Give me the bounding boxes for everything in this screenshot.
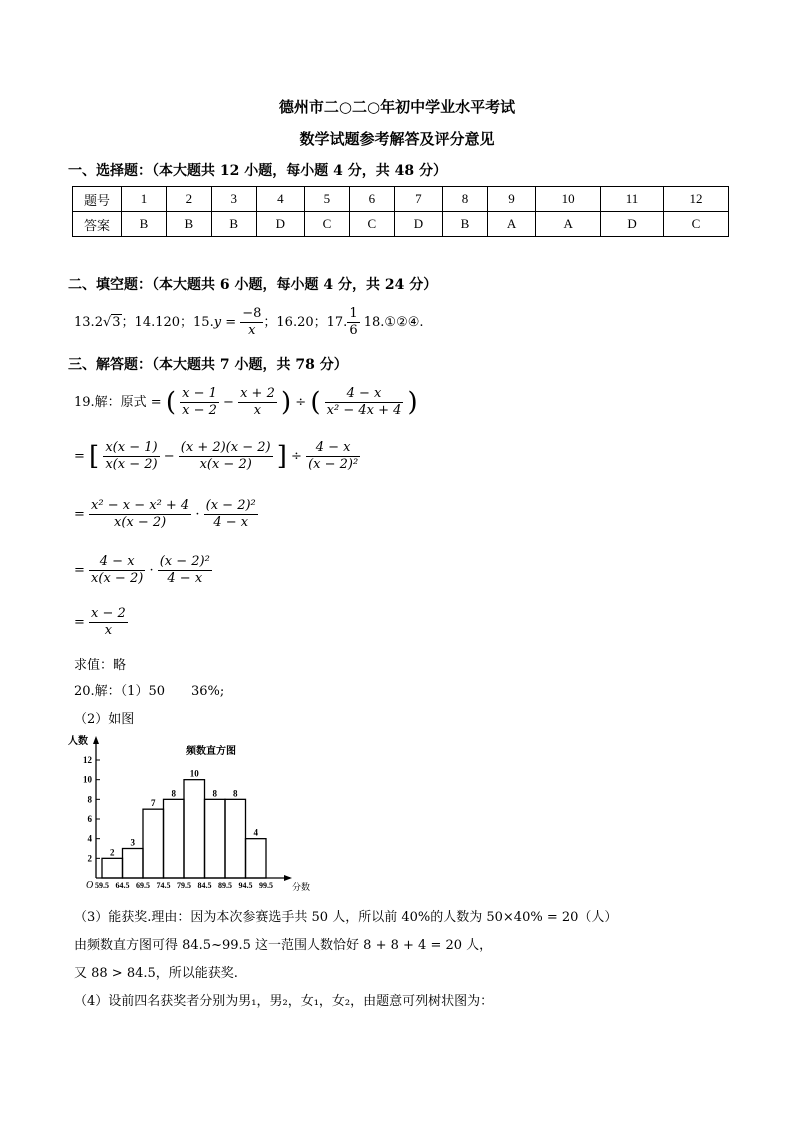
bar-value-label: 8: [171, 788, 176, 799]
answer-table: [72, 186, 729, 237]
q19-step-4: [74, 606, 128, 639]
answer-cell: C: [304, 212, 349, 237]
q20-part1: 20.解：（1）50 36%;: [74, 684, 225, 699]
histogram-title: 频数直方图: [186, 746, 236, 757]
step3-frac-b-num: (x − 2)²: [159, 554, 210, 569]
frequency-histogram: [66, 732, 326, 898]
step1-frac-a: [103, 440, 159, 473]
y-tick-label: 4: [87, 833, 92, 844]
step3-dot: ·: [149, 563, 154, 578]
question-number-cell: 8: [443, 187, 488, 212]
y-tick-label: 2: [87, 853, 92, 864]
question-number-cell: 6: [349, 187, 394, 212]
step2-frac-b: [204, 498, 258, 531]
q19-frac1-num: x − 1: [182, 386, 217, 401]
page-title: 德州市二○二○年初中学业水平考试: [278, 98, 516, 116]
q15-num: −8: [242, 306, 262, 321]
x-tick-label: 74.5: [156, 881, 171, 890]
answer-table-question-row: [73, 187, 729, 212]
x-tick-label: 84.5: [197, 881, 212, 890]
step1-frac-c-den: (x − 2)²: [308, 457, 359, 472]
histogram-x-label: 分数: [292, 882, 311, 892]
q20-part3-c: 又 88 > 84.5，所以能获奖.: [74, 966, 238, 981]
step2-dot: ·: [195, 507, 200, 522]
bar-value-label: 3: [130, 837, 135, 848]
q19-frac3: [325, 386, 404, 419]
q19-step-3: [74, 554, 212, 587]
histogram-bar: [143, 809, 164, 878]
y-tick-label: 12: [83, 755, 92, 765]
step3-frac-a-num: 4 − x: [89, 554, 145, 571]
step3-frac-b-den: 4 − x: [167, 571, 203, 586]
bar-value-label: 8: [212, 788, 217, 799]
step4-den: x: [104, 623, 113, 638]
bar-value-label: 8: [233, 788, 238, 799]
x-tick-label: 94.5: [238, 881, 253, 890]
step1-frac-b-num: (x + 2)(x − 2): [180, 440, 271, 455]
question-number-cell: 11: [601, 187, 664, 212]
q17-den: 6: [349, 323, 358, 338]
histogram-bar: [225, 799, 246, 878]
q19-frac1: [180, 386, 219, 419]
x-tick-label: 69.5: [136, 881, 150, 890]
x-tick-label: 59.5: [95, 881, 109, 890]
answer-table-answer-row: [73, 212, 729, 237]
q15-den: x: [248, 323, 256, 338]
q18-text: 18.①②④.: [363, 315, 424, 330]
answer-cell: D: [256, 212, 304, 237]
question-number-cell: 10: [536, 187, 601, 212]
q13-label: 13.: [74, 315, 95, 330]
histogram-bar: [164, 799, 185, 878]
q15-fraction: [240, 306, 263, 339]
eq-sign: =: [74, 449, 85, 464]
fill-blank-answers: [74, 306, 424, 339]
q19-eval: 求值：略: [74, 658, 127, 673]
step1-minus: −: [163, 449, 175, 464]
step1-div: ÷: [291, 449, 302, 464]
bar-value-label: 2: [110, 847, 115, 858]
q20-part3: （3）能获奖.理由：因为本次参赛选手共 50 人，所以前 40%的人数为 50×40% = 20（人）: [74, 910, 618, 925]
q20-part3-b: 由频数直方图可得 84.5~99.5 这一范围人数恰好 8 + 8 + 4 = 20 人，: [74, 938, 493, 953]
answer-cell: C: [663, 212, 728, 237]
q20-part2: （2）如图: [74, 712, 135, 727]
q16-text: ；16.20；17.: [263, 315, 348, 330]
q17-fraction: [347, 306, 359, 339]
sqrt-icon: √: [102, 315, 112, 330]
step3-frac-a-den: x(x − 2): [91, 571, 144, 586]
answer-cell: C: [349, 212, 394, 237]
step2-frac-a-num: x² − x − x² + 4: [91, 498, 190, 513]
y-axis-arrow-icon: [93, 736, 99, 744]
histogram-bar: [184, 780, 205, 878]
q19-step-2: [74, 498, 258, 531]
section3-heading: 三、解答题：（本大题共 7 小题，共 78 分）: [68, 357, 348, 373]
histogram-bar: [246, 839, 267, 878]
histogram-y-label: 人数: [68, 736, 88, 747]
step3-frac-a: [89, 554, 145, 587]
answer-cell: A: [536, 212, 601, 237]
step4-frac: [89, 606, 128, 639]
step1-frac-b: [179, 440, 273, 473]
eq-sign: =: [74, 615, 85, 630]
answer-cell: B: [211, 212, 256, 237]
histogram-bar: [102, 858, 123, 878]
x-tick-label: 64.5: [115, 881, 130, 890]
section2-heading: 二、填空题：（本大题共 6 小题，每小题 4 分，共 24 分）: [68, 277, 438, 293]
question-number-cell: 9: [487, 187, 535, 212]
step1-frac-b-den: x(x − 2): [199, 457, 252, 472]
q19-step-1: = [ $\frac{x(x - 1)}{x(x - 2)}$ − $\frac{(x + 2)(x - 2)}{x(x - 2)}$ ] ÷ $\frac{4 - x}{\text{(x − 2)²}}$: [74, 440, 359, 472]
step1-frac-a-num: x(x − 1): [105, 440, 158, 455]
question-number-cell: 7: [394, 187, 442, 212]
section1-heading: 一、选择题：（本大题共 12 小题，每小题 4 分，共 48 分）: [68, 163, 447, 179]
step2-frac-b-num: (x − 2)²: [205, 498, 256, 513]
x-tick-label: 99.5: [259, 881, 273, 890]
histogram-bar: [123, 849, 144, 879]
question-number-cell: 12: [663, 187, 728, 212]
q19-frac3-num: 4 − x: [325, 386, 404, 403]
x-tick-label: 89.5: [218, 881, 232, 890]
eq-sign: =: [74, 507, 85, 522]
question-number-cell: 2: [166, 187, 211, 212]
y-tick-label: 10: [83, 774, 92, 785]
question-number-cell: 1: [122, 187, 167, 212]
q19-label: 19.解：原式 =: [74, 395, 162, 410]
q19-minus: −: [223, 395, 234, 410]
y-tick-label: 8: [87, 794, 92, 805]
step4-num: x − 2: [91, 606, 126, 621]
eq-sign: =: [74, 563, 85, 578]
answer-cell: B: [166, 212, 211, 237]
q19-div: ÷: [295, 395, 307, 410]
q17-num: 1: [349, 306, 358, 321]
bar-value-label: 7: [151, 798, 156, 809]
step2-frac-a: [89, 498, 191, 531]
q19-frac2-den: x: [253, 403, 262, 418]
answer-cell: D: [394, 212, 442, 237]
bar-value-label: 10: [189, 768, 199, 779]
step1-frac-c-num: 4 − x: [306, 440, 360, 457]
q15-lhs: y =: [213, 315, 237, 330]
step2-frac-b-den: 4 − x: [213, 515, 249, 530]
q19-frac2-num: x + 2: [240, 386, 275, 401]
y-tick-label: 6: [87, 814, 92, 824]
q19-frac2: [238, 386, 277, 419]
question-number-cell: 5: [304, 187, 349, 212]
row-label-question: 题号: [73, 187, 122, 212]
page-subtitle: 数学试题参考解答及评分意见: [299, 130, 495, 148]
step1-frac-a-den: x(x − 2): [105, 457, 158, 472]
q13-coef: 2: [94, 315, 103, 330]
q19-frac1-den: x − 2: [182, 403, 217, 418]
histogram-bar: [205, 799, 226, 878]
answer-cell: D: [601, 212, 664, 237]
question-number-cell: 4: [256, 187, 304, 212]
answer-cell: A: [487, 212, 535, 237]
q19-line-0: 19.解：原式 = ( $\frac{x - 1}{x - 2}$ − $\frac{x + 2}{x}$ ) ÷ ( $\frac{4 - x}{\text{x² − 4x + 4}}$ ): [74, 386, 418, 418]
x-axis-arrow-icon: [284, 875, 292, 881]
answer-cell: B: [443, 212, 488, 237]
q14-text: ；14.120；15.: [121, 315, 214, 330]
step1-frac-c: [306, 440, 360, 473]
q20-part4: （4）设前四名获奖者分别为男₁，男₂，女₁，女₂，由题意可列树状图为：: [74, 994, 494, 1009]
q13-radicand: 3: [112, 315, 121, 330]
question-number-cell: 3: [211, 187, 256, 212]
row-label-answer: 答案: [73, 212, 122, 237]
step2-frac-a-den: x(x − 2): [114, 515, 167, 530]
answer-cell: B: [122, 212, 167, 237]
histogram-origin: O: [86, 880, 94, 891]
x-tick-label: 79.5: [177, 881, 191, 890]
q19-frac3-den: x² − 4x + 4: [326, 403, 402, 418]
step3-frac-b: [158, 554, 212, 587]
bar-value-label: 4: [253, 827, 258, 838]
